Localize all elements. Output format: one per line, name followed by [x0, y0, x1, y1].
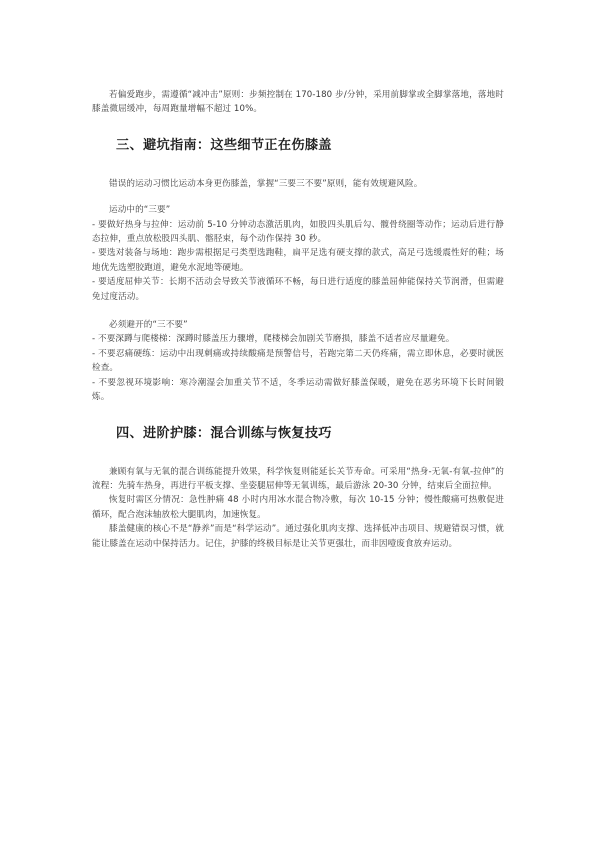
section-4-heading: 四、进阶护膝：混合训练与恢复技巧: [116, 425, 332, 441]
donts-title: 必须避开的“三不要”: [109, 320, 188, 331]
section-3-lead: 错误的运动习惯比运动本身更伤膝盖，掌握“三要三不要”原则，能有效规避风险。: [109, 178, 423, 189]
section-4-paragraph: 膝盖健康的核心不是“静养”而是“科学运动”。通过强化肌肉支撑、选择低冲击项目、规避错误习惯，就能让膝盖在运动中保持活力。记住，护膝的终极目标是让关节更强壮，而非因噎废食放弃运动。: [92, 524, 504, 549]
list-item: - 不要忍痛硬练：运动中出现刺痛或持续酸痛是预警信号，若跑完第二天仍疼痛，需立即休息，必要时就医检查。: [92, 348, 504, 374]
list-item: - 要适度屈伸关节：长期不活动会导致关节液循环不畅，每日进行适度的膝盖屈伸能保持关节润滑，但需避免过度活动。: [92, 277, 504, 302]
list-item: - 不要忽视环境影响：寒冷潮湿会加重关节不适，冬季运动需做好膝盖保暖，避免在恶劣环境下长时间锻炼。: [92, 377, 504, 403]
section-3-heading: 三、避坑指南：这些细节正在伤膝盖: [116, 137, 332, 153]
dos-title: 运动中的“三要”: [109, 205, 171, 216]
section-4-paragraph: 恢复时需区分情况：急性肿痛 48 小时内用冰水混合物冷敷，每次 10-15 分钟；慢性酸痛可热敷促进循环，配合泡沫轴放松大腿肌肉，加速恢复。: [92, 495, 504, 520]
intro-paragraph: 若偏爱跑步，需遵循“减冲击”原则：步频控制在 170-180 步/分钟，采用前脚掌或全脚掌落地，落地时膝盖微屈缓冲，每周跑量增幅不超过 10%。: [92, 90, 504, 115]
list-item: - 不要深蹲与爬楼梯：深蹲时膝盖压力骤增，爬楼梯会加剧关节磨损，膝盖不适者应尽量避免。: [92, 334, 455, 345]
section-4-paragraph: 兼顾有氧与无氧的混合训练能提升效果，科学恢复则能延长关节寿命。可采用“热身-无氧-有氧-拉伸”的流程：先骑车热身，再进行平板支撑、坐姿腿屈伸等无氧训练，最后游泳 20-30 分钟，结束后全面拉伸。: [92, 466, 504, 491]
list-item: - 要选对装备与场地：跑步需根据足弓类型选跑鞋，扁平足选有硬支撑的款式，高足弓选缓震性好的鞋；场地优先选塑胶跑道，避免水泥地等硬地。: [92, 248, 504, 273]
list-item: - 要做好热身与拉伸：运动前 5-10 分钟动态激活肌肉，如股四头肌后勾、髋骨绕圈等动作；运动后进行静态拉伸，重点放松股四头肌、髂胫束，每个动作保持 30 秒。: [92, 219, 504, 245]
document-body: [92, 88, 504, 551]
